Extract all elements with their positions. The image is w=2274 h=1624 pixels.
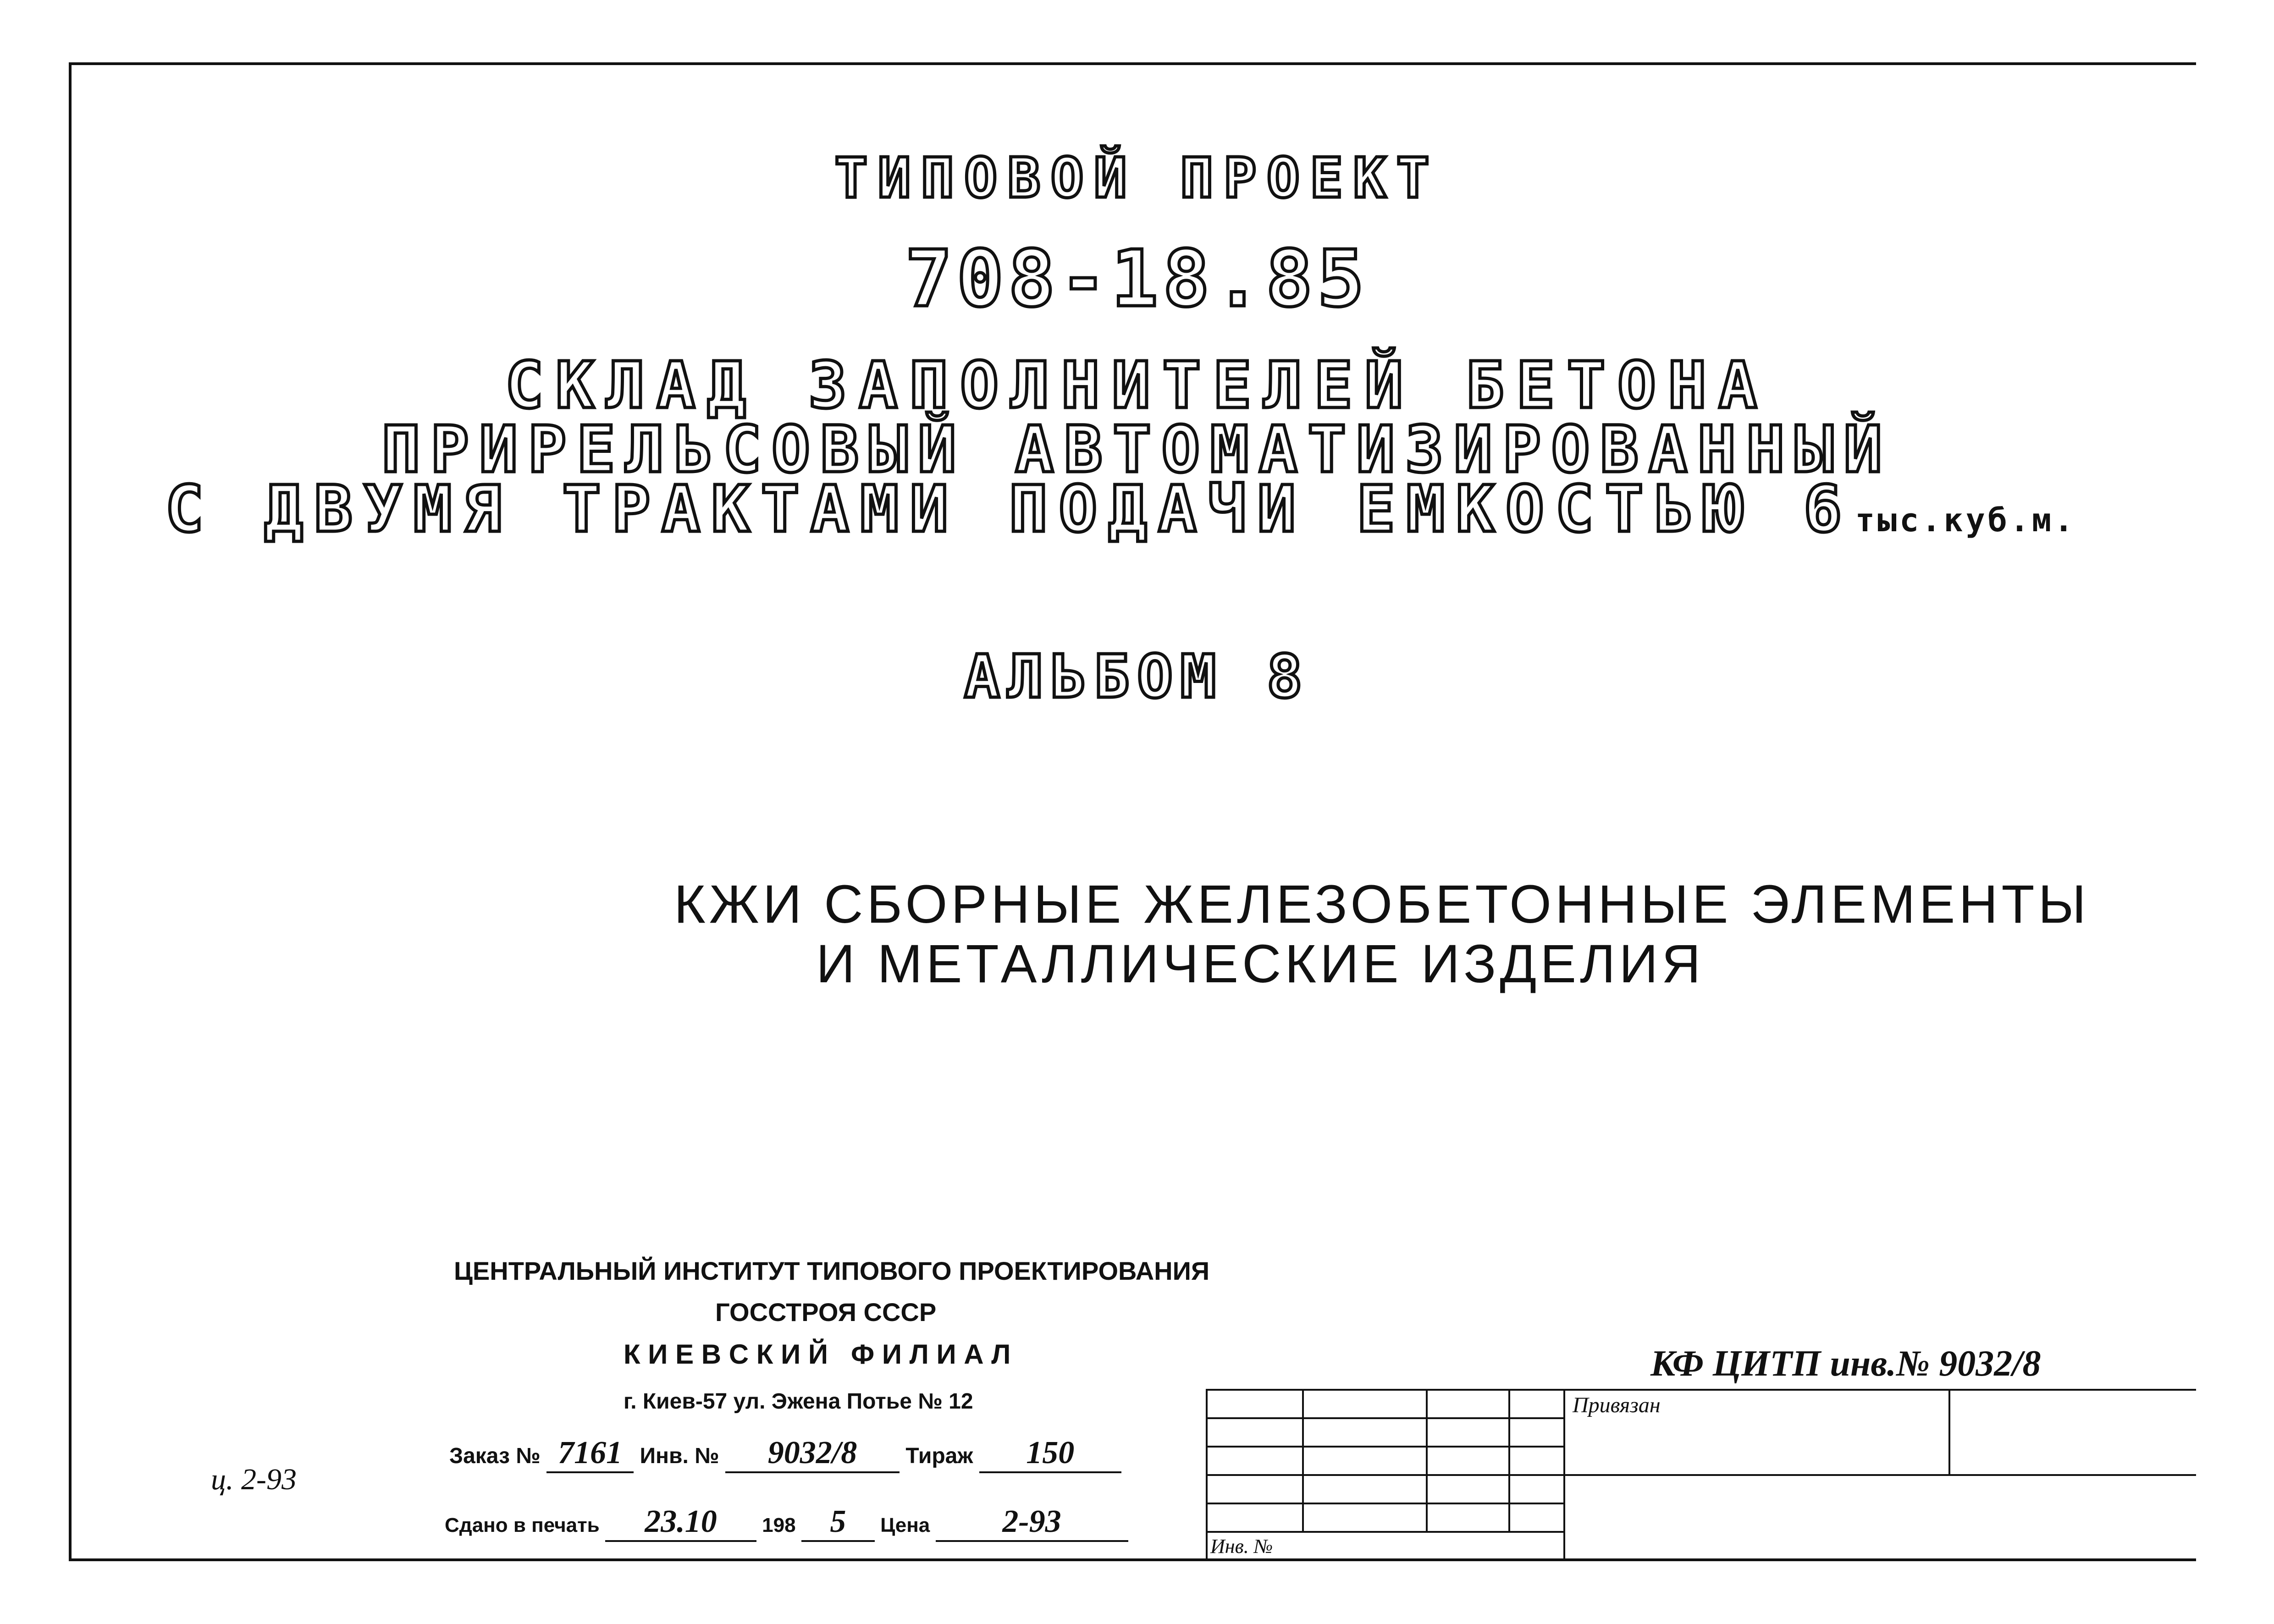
- price-label: Цена: [880, 1514, 930, 1536]
- album-label: АЛЬБОМ 8: [964, 642, 1310, 711]
- stamp-bound-label: Привязан: [1573, 1393, 1661, 1417]
- stamp-row-line: [1206, 1474, 1563, 1476]
- title-line-3-units: тыс.куб.м.: [1855, 501, 2076, 539]
- institute-name: ЦЕНТРАЛЬНЫЙ ИНСТИТУТ ТИПОВОГО ПРОЕКТИРОВАНИЯ: [454, 1256, 1210, 1285]
- stamp-top-line: [1206, 1389, 2196, 1391]
- stamp-row-line: [1563, 1474, 2196, 1476]
- inv-label: Инв. №: [640, 1444, 719, 1468]
- year-value: 5: [801, 1503, 875, 1542]
- institute-org: ГОССТРОЯ СССР: [715, 1298, 937, 1327]
- stamp-col-line: [1508, 1389, 1510, 1531]
- title-line-1: СКЛАД ЗАПОЛНИТЕЛЕЙ БЕТОНА: [505, 348, 1769, 423]
- header-typical-project: ТИПОВОЙ ПРОЕКТ: [834, 147, 1440, 210]
- subtitle-line-2: И МЕТАЛЛИЧЕСКИЕ ИЗДЕЛИЯ: [816, 934, 1705, 994]
- institute-branch: К И Е В С К И Й Ф И Л И А Л: [624, 1339, 1011, 1370]
- order-row: [449, 1435, 1121, 1473]
- stamp-row-line: [1206, 1503, 1563, 1504]
- price-value: 2-93: [936, 1503, 1128, 1542]
- inv-value: 9032/8: [725, 1435, 900, 1473]
- stamp-row-line: [1206, 1446, 1563, 1448]
- year-label: 198: [762, 1514, 796, 1536]
- frame-bottom-border: [69, 1558, 2196, 1561]
- price-note: ц. 2-93: [211, 1463, 297, 1496]
- stamp-col-line: [1302, 1389, 1304, 1531]
- title-line-3-text: С ДВУМЯ ТРАКТАМИ ПОДАЧИ ЕМКОСТЬЮ 6: [165, 472, 1853, 547]
- stamp-inv-label: Инв. №: [1210, 1535, 1273, 1558]
- stamp-col-line: [1426, 1389, 1428, 1531]
- title-line-3: [165, 472, 2182, 547]
- run-label: Тираж: [905, 1444, 973, 1468]
- subtitle-line-1: КЖИ СБОРНЫЕ ЖЕЛЕЗОБЕТОННЫЕ ЭЛЕМЕНТЫ: [674, 874, 2090, 935]
- stamp-row-line: [1206, 1531, 1563, 1533]
- stamp-row-line: [1206, 1417, 1563, 1419]
- stamp-block: [1206, 1389, 2196, 1558]
- stamp-left-line: [1206, 1389, 1208, 1558]
- run-value: 150: [979, 1435, 1121, 1473]
- stamp-col-line: [1563, 1389, 1565, 1558]
- frame-top-border: [69, 62, 2196, 65]
- project-number: 708-18.85: [905, 234, 1369, 325]
- sent-row: [445, 1503, 1128, 1542]
- order-label: Заказ №: [449, 1444, 541, 1468]
- sent-label: Сдано в печать: [445, 1514, 600, 1536]
- registration-number: КФ ЦИТП инв.№ 9032/8: [1650, 1343, 2041, 1384]
- title-line-2: ПРИРЕЛЬСОВЫЙ АВТОМАТИЗИРОВАННЫЙ: [381, 413, 1893, 487]
- sent-value: 23.10: [605, 1503, 756, 1542]
- order-value: 7161: [546, 1435, 634, 1473]
- stamp-col-line: [1948, 1389, 1950, 1474]
- institute-address: г. Киев-57 ул. Эжена Потье № 12: [624, 1389, 973, 1414]
